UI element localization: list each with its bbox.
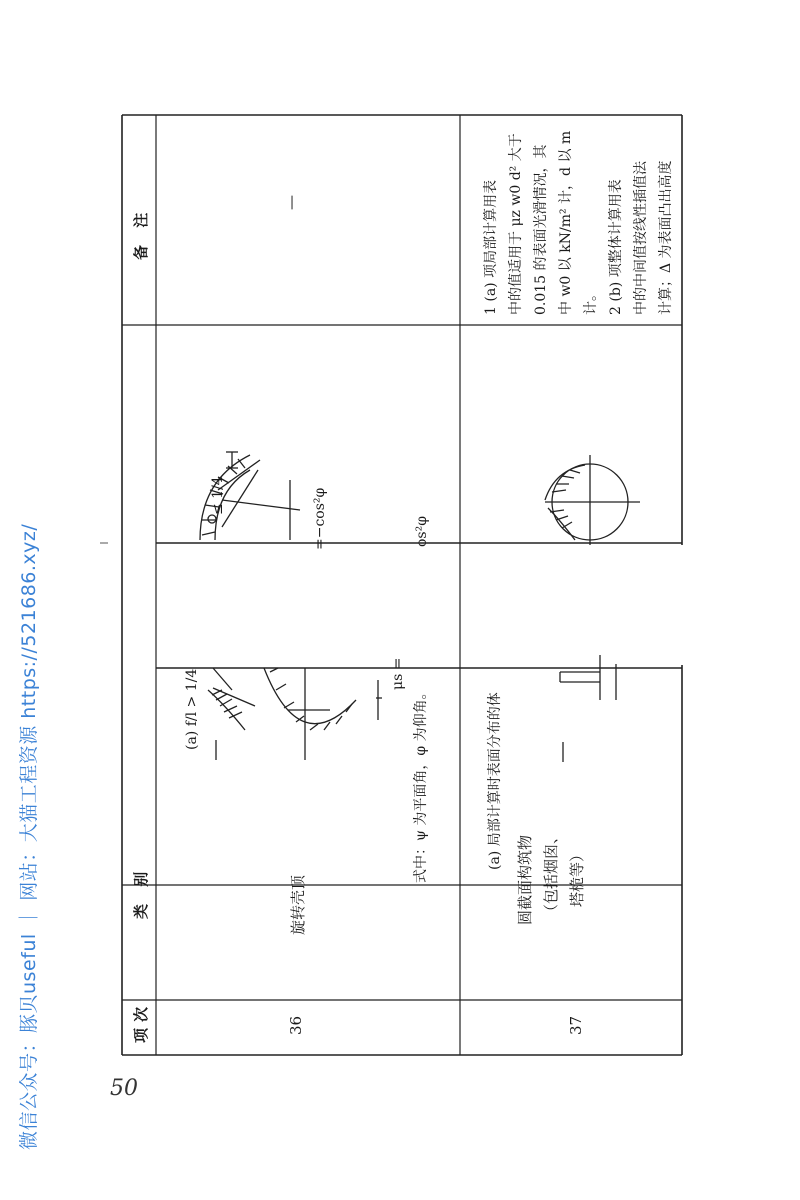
row37-remarks-line1: 1 (a) 项局部计算用表: [483, 179, 499, 315]
row37-category-line2: （包括烟囱、: [542, 828, 560, 919]
row37-item-no: 37: [567, 1015, 585, 1035]
page-number: 50: [110, 1076, 138, 1101]
row37-remarks-line5: 计。: [583, 287, 599, 315]
row36-formula-fragment-c: os²φ: [414, 515, 430, 547]
row37-remarks-line4: 中 w0 以 kN/m² 计，d 以 m: [558, 130, 574, 315]
row36-category: 旋转壳顶: [289, 874, 307, 935]
row37-remarks-line7: 中的中间值按线性插值法: [633, 161, 649, 315]
header-remarks: 备 注: [132, 206, 150, 260]
row36-remarks: —: [282, 195, 300, 210]
row36-figure-label-right: ≤ 1/4: [210, 476, 226, 515]
header-item-no: 项次: [132, 1000, 150, 1043]
table-text-layer: [122, 115, 682, 1055]
row36-item-no: 36: [287, 1015, 305, 1035]
row37-remarks-line8: 计算；Δ 为表面凸出高度: [658, 160, 674, 315]
row36-note: 式中：ψ 为平面角，φ 为仰角。: [413, 685, 429, 883]
header-category: 类 别: [132, 865, 150, 919]
row36-formula-fragment-b: =−cos²φ: [312, 487, 328, 550]
row36-figure-label-left: (a) f/l > 1/4: [184, 668, 200, 750]
row37-subtitle: (a) 局部计算时表面分布的体: [487, 692, 503, 870]
row37-remarks-line3: 0.015 的表面光滑情况，其: [533, 144, 549, 315]
row37-remarks-line6: 2 (b) 项整体计算用表: [608, 179, 624, 315]
row37-category-line3: 塔桅等）: [568, 846, 586, 907]
watermark-text: 微信公众号：豚贝useful ｜ 网站：大猫工程资源 https://521686.xyz/: [18, 523, 40, 1150]
row37-category-line1: 圆截面构筑物: [516, 834, 534, 925]
row37-remarks-line2: 中的值适用于 μz w0 d² 大于: [508, 133, 524, 315]
row36-formula-fragment-a: μs =: [390, 657, 406, 690]
